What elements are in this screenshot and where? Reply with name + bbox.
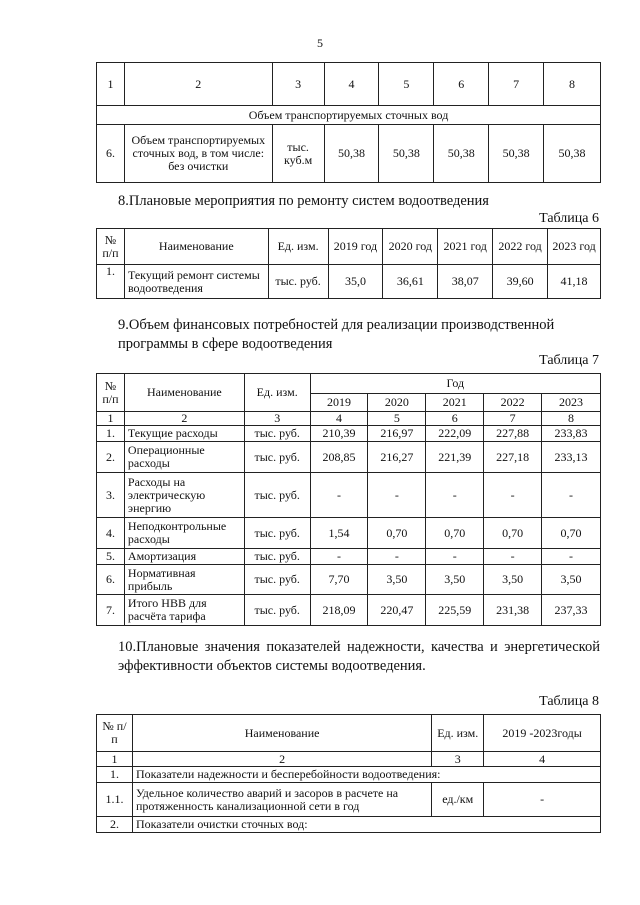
row-name: Показатели очистки сточных вод: <box>132 817 600 833</box>
header-name: Наименование <box>124 229 268 265</box>
table-row <box>97 549 601 565</box>
row-name: Амортизация <box>124 549 244 565</box>
header-cell: 5 <box>379 63 434 106</box>
row-number: 1.1. <box>97 783 133 817</box>
value-cell: - <box>484 783 601 817</box>
row-unit: тыс. руб. <box>244 565 310 595</box>
page-number: 5 <box>317 36 323 50</box>
value-cell: 233,83 <box>542 426 601 442</box>
table-row <box>97 265 601 299</box>
value-cell: 221,39 <box>426 442 484 473</box>
table-row <box>97 442 601 473</box>
value-cell: - <box>368 473 426 518</box>
section-row: Объем транспортируемых сточных вод <box>97 106 601 125</box>
header-year: 2022 год <box>493 229 548 265</box>
table7-label: Таблица 7 <box>539 353 599 368</box>
row-number: 6. <box>97 565 125 595</box>
wastewater-volume-table <box>96 62 601 183</box>
value-cell: 3,50 <box>542 565 601 595</box>
value-cell: 50,38 <box>379 125 434 183</box>
value-cell: 1,54 <box>310 518 368 549</box>
table-row <box>97 817 601 833</box>
value-cell: 0,70 <box>426 518 484 549</box>
index-cell: 1 <box>97 412 125 426</box>
value-cell: 36,61 <box>383 265 438 299</box>
index-cell: 7 <box>484 412 542 426</box>
index-row <box>97 752 601 767</box>
row-unit: тыс. руб. <box>244 473 310 518</box>
value-cell: - <box>368 549 426 565</box>
section10-title: 10.Плановые значения показателей надежности, качества и энергетической эффективности объектов системы водоотведения. <box>118 639 600 674</box>
row-name: Текущий ремонт системы водоотведения <box>124 265 268 299</box>
index-cell: 3 <box>432 752 484 767</box>
header-cell: 4 <box>324 63 379 106</box>
value-cell: - <box>484 549 542 565</box>
value-cell: 3,50 <box>484 565 542 595</box>
value-cell: - <box>484 473 542 518</box>
row-number: 4. <box>97 518 125 549</box>
section8-title: 8.Плановые мероприятия по ремонту систем водоотведения <box>118 193 489 209</box>
row-number: 7. <box>97 595 125 626</box>
row-unit: ед./км <box>432 783 484 817</box>
value-cell: 3,50 <box>426 565 484 595</box>
value-cell: 35,0 <box>328 265 383 299</box>
value-cell: 0,70 <box>368 518 426 549</box>
table-row <box>97 518 601 549</box>
row-number: 2. <box>97 442 125 473</box>
row-number: 5. <box>97 549 125 565</box>
header-unit: Ед. изм. <box>268 229 328 265</box>
value-cell: 227,18 <box>484 442 542 473</box>
value-cell: 50,38 <box>489 125 544 183</box>
table-row-total <box>97 595 601 626</box>
row-name: Показатели надежности и бесперебойности водоотведения: <box>132 767 600 783</box>
value-cell: - <box>310 473 368 518</box>
header-num: № п/п <box>97 229 125 265</box>
value-cell: 220,47 <box>368 595 426 626</box>
header-year: 2020 год <box>383 229 438 265</box>
index-cell: 2 <box>124 412 244 426</box>
repair-measures-table <box>96 228 601 299</box>
value-cell: 218,09 <box>310 595 368 626</box>
index-cell: 2 <box>132 752 431 767</box>
table-row <box>97 473 601 518</box>
reliability-indicators-table <box>96 714 601 833</box>
table-header-row <box>97 715 601 752</box>
index-cell: 4 <box>310 412 368 426</box>
value-cell: 3,50 <box>368 565 426 595</box>
header-cell: 6 <box>434 63 489 106</box>
header-year: 2020 <box>368 394 426 412</box>
header-year: 2019 <box>310 394 368 412</box>
header-year: 2021 <box>426 394 484 412</box>
row-number: 1. <box>97 426 125 442</box>
value-cell: 237,33 <box>542 595 601 626</box>
header-cell: 8 <box>544 63 601 106</box>
index-cell: 3 <box>244 412 310 426</box>
row-number: 1. <box>97 767 133 783</box>
header-name: Наименование <box>132 715 431 752</box>
value-cell: 222,09 <box>426 426 484 442</box>
value-cell: 50,38 <box>434 125 489 183</box>
value-cell: - <box>542 549 601 565</box>
header-unit: Ед. изм. <box>244 374 310 412</box>
value-cell: - <box>426 473 484 518</box>
value-cell: 50,38 <box>324 125 379 183</box>
value-cell: - <box>542 473 601 518</box>
index-cell: 1 <box>97 752 133 767</box>
header-num: № п/п <box>97 374 125 412</box>
header-cell: 7 <box>489 63 544 106</box>
row-name: Итого НВВ для расчёта тарифа <box>124 595 244 626</box>
table-header-row <box>97 63 601 106</box>
value-cell: 38,07 <box>438 265 493 299</box>
value-cell: 225,59 <box>426 595 484 626</box>
table-header-row <box>97 229 601 265</box>
header-year-group: Год <box>310 374 600 394</box>
index-row <box>97 412 601 426</box>
row-unit: тыс. руб. <box>244 549 310 565</box>
row-number: 6. <box>97 125 125 183</box>
row-number: 3. <box>97 473 125 518</box>
header-cell: 2 <box>124 63 272 106</box>
value-cell: 41,18 <box>548 265 601 299</box>
header-num: № п/п <box>97 715 133 752</box>
row-name: Неподконтрольные расходы <box>124 518 244 549</box>
value-cell: 208,85 <box>310 442 368 473</box>
row-unit: тыс. руб. <box>244 442 310 473</box>
value-cell: 0,70 <box>484 518 542 549</box>
index-cell: 5 <box>368 412 426 426</box>
row-number: 1. <box>97 265 125 299</box>
value-cell: 210,39 <box>310 426 368 442</box>
table-header-row <box>97 374 601 394</box>
value-cell: 216,97 <box>368 426 426 442</box>
value-cell: 231,38 <box>484 595 542 626</box>
financial-needs-table <box>96 373 601 626</box>
header-year: 2022 <box>484 394 542 412</box>
row-name: Нормативная прибыль <box>124 565 244 595</box>
table8-label: Таблица 8 <box>539 694 599 709</box>
value-cell: 233,13 <box>542 442 601 473</box>
row-name: Объем транспортируемых сточных вод, в том числе: без очистки <box>124 125 272 183</box>
value-cell: 227,88 <box>484 426 542 442</box>
value-cell: 39,60 <box>493 265 548 299</box>
row-unit: тыс. куб.м <box>272 125 324 183</box>
table-row <box>97 565 601 595</box>
row-name: Текущие расходы <box>124 426 244 442</box>
header-unit: Ед. изм. <box>432 715 484 752</box>
section9-title: 9.Объем финансовых потребностей для реализации производственной программы в сфере водоотведения <box>118 317 555 352</box>
header-year: 2019 год <box>328 229 383 265</box>
row-unit: тыс. руб. <box>244 518 310 549</box>
value-cell: 0,70 <box>542 518 601 549</box>
header-cell: 3 <box>272 63 324 106</box>
row-name: Удельное количество аварий и засоров в расчете на протяженность канализационной сети в год <box>132 783 431 817</box>
row-unit: тыс. руб. <box>244 595 310 626</box>
value-cell: 216,27 <box>368 442 426 473</box>
row-name: Расходы на электрическую энергию <box>124 473 244 518</box>
row-unit: тыс. руб. <box>268 265 328 299</box>
index-cell: 8 <box>542 412 601 426</box>
header-period: 2019 -2023годы <box>484 715 601 752</box>
row-name: Операционные расходы <box>124 442 244 473</box>
value-cell: 7,70 <box>310 565 368 595</box>
value-cell: 50,38 <box>544 125 601 183</box>
header-year: 2023 <box>542 394 601 412</box>
table-row <box>97 125 601 183</box>
value-cell: - <box>426 549 484 565</box>
table-row <box>97 426 601 442</box>
table-row <box>97 767 601 783</box>
table-row <box>97 783 601 817</box>
header-year: 2023 год <box>548 229 601 265</box>
header-name: Наименование <box>124 374 244 412</box>
row-number: 2. <box>97 817 133 833</box>
header-cell: 1 <box>97 63 125 106</box>
header-year: 2021 год <box>438 229 493 265</box>
value-cell: - <box>310 549 368 565</box>
table6-label: Таблица 6 <box>539 211 599 226</box>
index-cell: 4 <box>484 752 601 767</box>
row-unit: тыс. руб. <box>244 426 310 442</box>
index-cell: 6 <box>426 412 484 426</box>
